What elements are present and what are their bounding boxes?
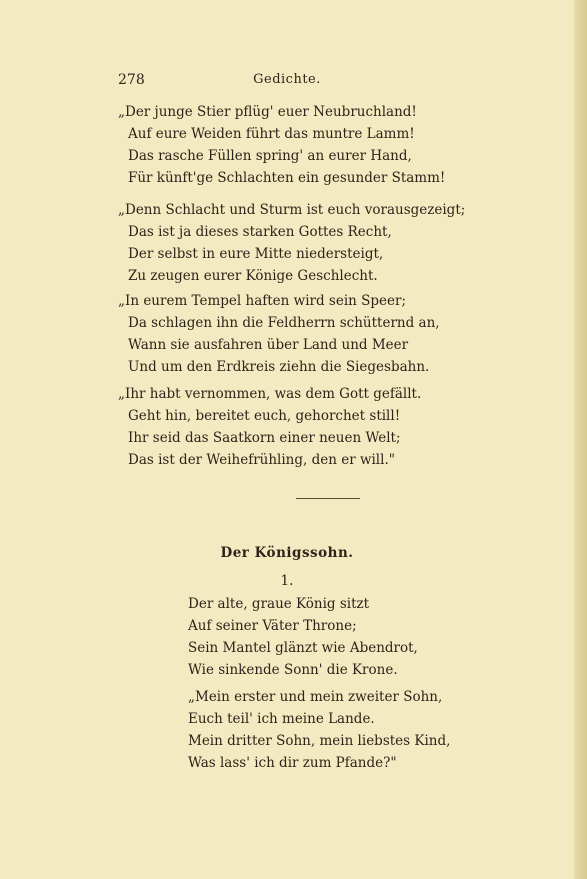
verse-line: Geht hin, bereitet euch, gehorchet still! [128,408,401,424]
verse-line: „Ihr habt vernommen, was dem Gott gefällt. [118,386,422,402]
stanza-1 [118,101,445,189]
page-number: 278 [118,72,145,88]
verse-line: „In eurem Tempel haften wird sein Speer; [118,293,407,309]
poem-stanza-2 [188,686,450,774]
stanza-4 [118,383,421,471]
verse-line: Sein Mantel glänzt wie Abendrot, [188,640,418,656]
verse-line: Und um den Erdkreis ziehn die Siegesbahn. [128,359,430,375]
verse-line: Wie sinkende Sonn' die Krone. [188,662,398,678]
verse-line: „Denn Schlacht und Sturm ist euch vorausgezeigt; [118,202,466,218]
section-number: 1. [280,573,294,589]
verse-line: Der selbst in eure Mitte niedersteigt, [128,246,384,262]
page-header [0,72,574,92]
poem-stanza-1 [188,593,418,681]
stanza-2 [118,199,465,287]
verse-line: Für künft'ge Schlachten ein gesunder Stamm! [128,170,446,186]
verse-line: „Der junge Stier pflüg' euer Neubruchland! [118,104,417,120]
verse-line: Was lass' ich dir zum Pfande?" [188,755,397,771]
verse-line: Das rasche Füllen spring' an eurer Hand, [128,148,412,164]
running-title: Gedichte. [253,72,321,87]
verse-line: Mein dritter Sohn, mein liebstes Kind, [188,733,451,749]
verse-line: Auf seiner Väter Throne; [188,618,357,634]
verse-line: Euch teil' ich meine Lande. [188,711,375,727]
poem-title: Der Königssohn. [220,545,354,561]
page-edge [574,0,587,879]
verse-line: Wann sie ausfahren über Land und Meer [128,337,409,353]
verse-line: Das ist der Weihefrühling, den er will." [128,452,395,468]
stanza-3 [118,290,440,378]
verse-line: „Mein erster und mein zweiter Sohn, [188,689,443,705]
verse-line: Zu zeugen eurer Könige Geschlecht. [128,268,378,284]
verse-line: Der alte, graue König sitzt [188,596,370,612]
verse-line: Das ist ja dieses starken Gottes Recht, [128,224,392,240]
verse-line: Da schlagen ihn die Feldherrn schütternd an, [128,315,440,331]
verse-line: Ihr seid das Saatkorn einer neuen Welt; [128,430,401,446]
verse-line: Auf eure Weiden führt das muntre Lamm! [128,126,415,142]
section-divider [296,498,360,499]
